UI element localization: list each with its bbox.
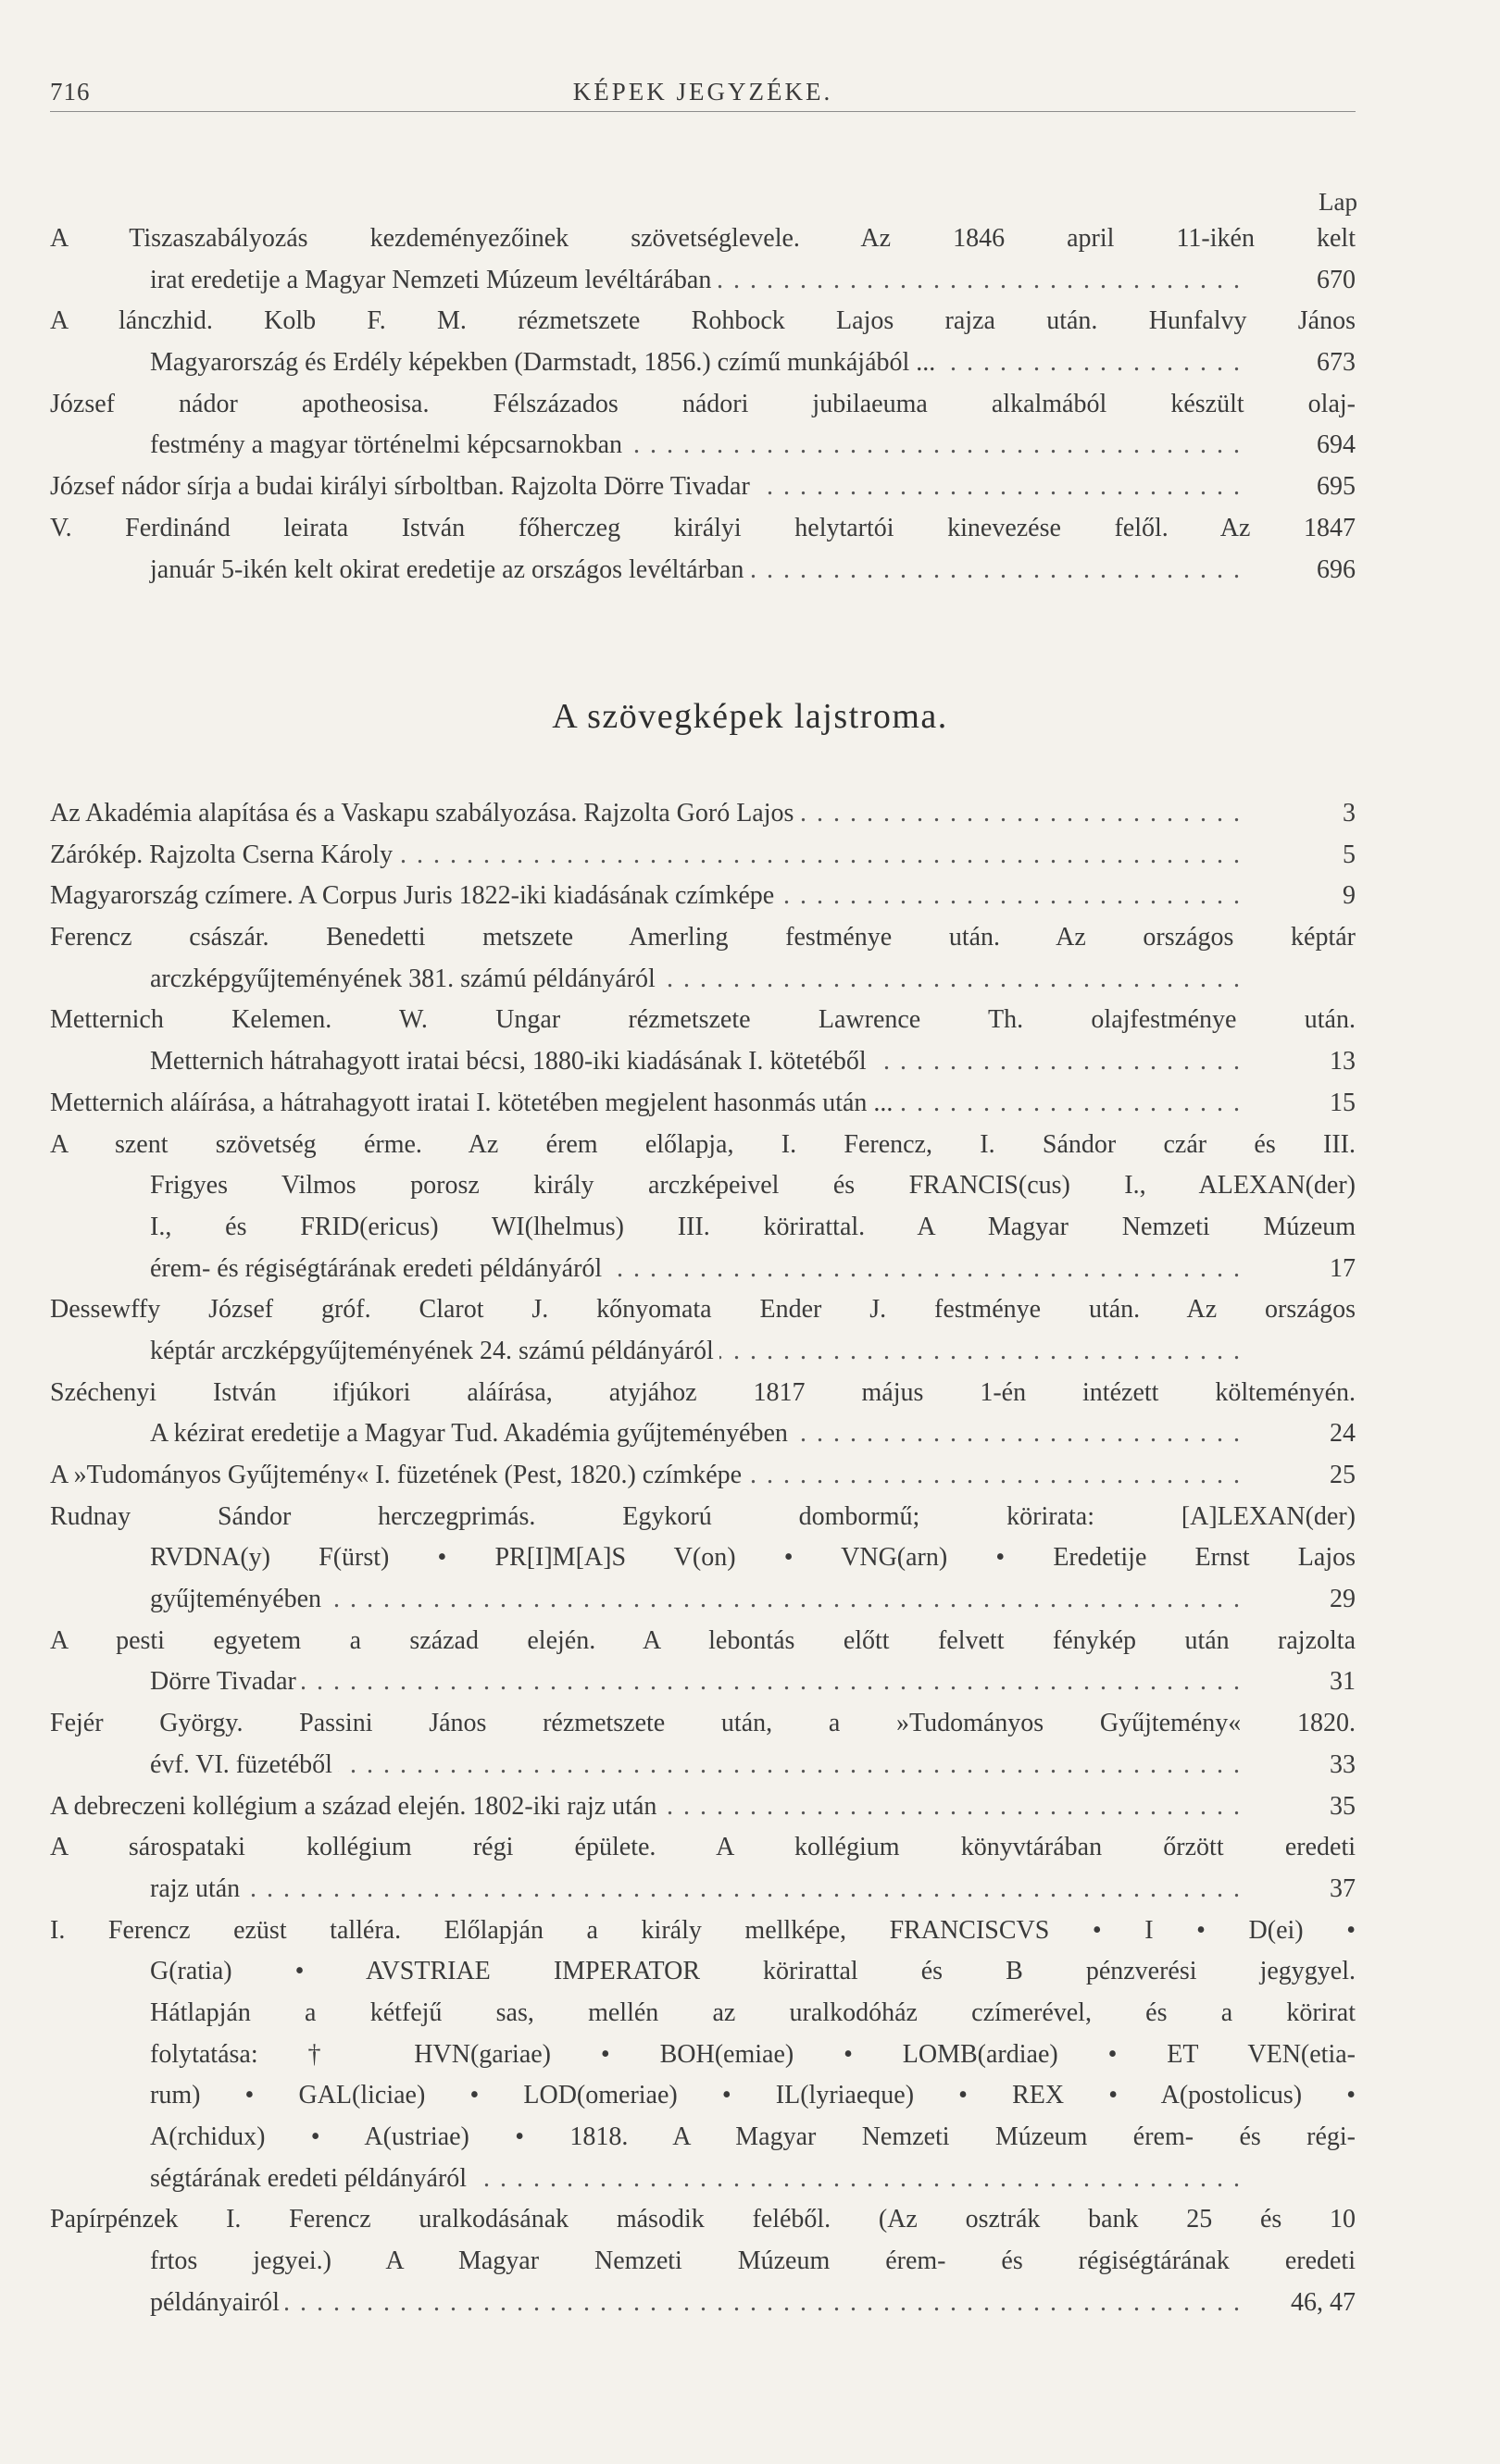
entry-line: [50, 550, 1356, 591]
entry-page-number: 9: [1343, 881, 1356, 911]
entry-page-number: 25: [1330, 1461, 1356, 1489]
entry-line: [50, 384, 1356, 426]
entry-text: Papírpénzek I. Ferencz uralkodásának második feléből. (Az osztrák bank 25 és 10: [50, 2205, 1356, 2234]
entry-text: G(ratia) • AVSTRIAE IMPERATOR körirattal és B pénzverési jegygyel.: [150, 1957, 1356, 1986]
entry-text: A pesti egyetem a század elején. A lebontás előtt felvett fénykép után rajzolta: [50, 1625, 1356, 1655]
list-entry: [50, 1703, 1356, 1786]
list-entry: [50, 1786, 1356, 1828]
entry-text: Metternich hátrahagyott iratai bécsi, 1880-iki kiadásának I. kötetéből: [150, 1047, 872, 1076]
entry-line: [50, 2283, 1356, 2324]
entry-text: festmény a magyar történelmi képcsarnokban: [150, 430, 628, 459]
entry-page-number: 3: [1343, 799, 1356, 828]
entry-line: [50, 342, 1356, 384]
list-entry: [50, 218, 1356, 301]
entry-text: V. Ferdinánd leirata István főherczeg királyi helytartói kinevezése felől. Az 1847: [50, 513, 1356, 542]
entry-line: [50, 1951, 1356, 1993]
entry-text: A lánczhid. Kolb F. M. rézmetszete Rohbock Lajos rajza után. Hunfalvy János: [50, 306, 1356, 336]
page-column-label: Lap: [1319, 188, 1357, 216]
list-entry: [50, 384, 1356, 467]
entry-text: A(rchidux) • A(ustriae) • 1818. A Magyar Nemzeti Múzeum érem- és régi-: [150, 2122, 1356, 2151]
list-entry: [50, 1455, 1356, 1497]
entry-text: Dessewffy József gróf. Clarot J. kőnyomata Ender J. festménye után. Az országos: [50, 1295, 1356, 1325]
entry-line: [50, 2199, 1356, 2241]
entry-line: [50, 1331, 1356, 1373]
entry-text: Frigyes Vilmos porosz király arczképeivel és FRANCIS(cus) I., ALEXAN(der): [150, 1171, 1356, 1201]
entry-page-number: 15: [1330, 1088, 1356, 1117]
entry-page-number: 694: [1317, 430, 1356, 460]
entry-page-number: 46, 47: [1291, 2287, 1356, 2317]
entry-line: [50, 1661, 1356, 1703]
entry-text: RVDNA(y) F(ürst) • PR[I]M[A]S V(on) • VNG(arn) • Eredetije Ernst Lajos: [150, 1543, 1356, 1573]
entry-line: [50, 2035, 1356, 2076]
entry-text: A Tiszaszabályozás kezdeményezőinek szövetséglevele. Az 1846 april 11-ikén kelt: [50, 224, 1356, 253]
entry-text: A sárospataki kollégium régi épülete. A kollégium könyvtárában őrzött eredeti: [50, 1833, 1356, 1862]
entry-text: képtár arczképgyűjteményének 24. számú példányáról: [150, 1337, 719, 1365]
entry-text: példányairól: [150, 2288, 285, 2317]
entry-line: [50, 1413, 1356, 1455]
list-entry: [50, 835, 1356, 877]
list-entry: [50, 1125, 1356, 1290]
entry-page-number: 33: [1330, 1749, 1356, 1779]
entry-text: Hátlapján a kétfejű sas, mellén az uralkodóház czímerével, és a körirat: [150, 1997, 1356, 2027]
entry-line: [50, 1455, 1356, 1497]
entry-page-number: 673: [1317, 348, 1356, 378]
entry-line: [50, 1289, 1356, 1331]
entry-line: [50, 2241, 1356, 2283]
image-list-top: [50, 218, 1356, 591]
list-entry: [50, 793, 1356, 835]
entry-text: A »Tudományos Gyűjtemény« I. füzetének (Pest, 1820.) czímképe: [50, 1461, 747, 1489]
entry-text: A debreczeni kollégium a század elején. 1802-iki rajz után: [50, 1792, 662, 1821]
entry-line: [50, 1165, 1356, 1207]
entry-text: rum) • GAL(liciae) • LOD(omeriae) • IL(lyriaeque) • REX • A(postolicus) •: [150, 2081, 1356, 2110]
section-title: A szövegképek lajstroma.: [552, 697, 948, 736]
entry-line: [50, 1537, 1356, 1579]
entry-line: [50, 1869, 1356, 1910]
entry-text: I., és FRID(ericus) WI(lhelmus) III. körirattal. A Magyar Nemzeti Múzeum: [150, 1212, 1356, 1241]
entry-text: Magyarország czímere. A Corpus Juris 1822-iki kiadásának czímképe: [50, 881, 780, 910]
entry-page-number: 37: [1330, 1873, 1356, 1903]
list-entry: [50, 301, 1356, 383]
entry-line: [50, 1703, 1356, 1745]
list-entry: [50, 508, 1356, 591]
entry-text: Az Akadémia alapítása és a Vaskapu szabályozása. Rajzolta Goró Lajos: [50, 799, 799, 828]
entry-line: [50, 1786, 1356, 1828]
entry-line: [50, 1579, 1356, 1621]
list-entry: [50, 1497, 1356, 1621]
entry-line: [50, 1827, 1356, 1869]
entry-line: [50, 1373, 1356, 1414]
entry-page-number: 670: [1317, 265, 1356, 294]
entry-text: arczképgyűjteményének 381. számú példányáról: [150, 964, 661, 993]
page-number: 716: [50, 78, 91, 106]
entry-page-number: 29: [1330, 1585, 1356, 1614]
entry-text: I. Ferencz ezüst tallérа. Előlapján a király mellképe, FRANCISCVS • I • D(ei) •: [50, 1915, 1356, 1945]
entry-text: évf. VI. füzetéből: [150, 1750, 338, 1779]
list-entry: [50, 467, 1356, 508]
entry-page-number: 24: [1330, 1419, 1356, 1449]
entry-text: Rudnay Sándor herczegprimás. Egykorú dombormű; körirata: [A]LEXAN(der): [50, 1501, 1356, 1531]
entry-text: A kézirat eredetije a Magyar Tud. Akadémia gyűjteményében: [150, 1419, 794, 1448]
entry-line: [50, 1083, 1356, 1125]
entry-text: gyűjteményében: [150, 1585, 327, 1613]
entry-text: József nádor apotheosisa. Félszázados nádori jubilaeuma alkalmából készült olaj-: [50, 389, 1356, 418]
entry-line: [50, 1993, 1356, 2035]
entry-line: [50, 1497, 1356, 1538]
entry-line: [50, 508, 1356, 550]
list-entry: [50, 2199, 1356, 2323]
list-entry: [50, 1289, 1356, 1372]
entry-line: [50, 260, 1356, 302]
entry-text: irat eredetije a Magyar Nemzeti Múzeum levéltárában: [150, 266, 717, 294]
running-title: KÉPEK JEGYZÉKE.: [572, 78, 833, 106]
list-entry: [50, 876, 1356, 917]
entry-text: ségtárának eredeti példányáról: [150, 2164, 472, 2193]
entry-page-number: 35: [1330, 1791, 1356, 1821]
entry-line: [50, 1125, 1356, 1166]
list-entry: [50, 1083, 1356, 1125]
entry-text: folytatása: † HVN(gariae) • BOH(emiae) • LOMB(ardiae) • ET VEN(etia-: [150, 2039, 1356, 2069]
entry-page-number: 13: [1330, 1047, 1356, 1076]
entry-text: Magyarország és Erdély képekben (Darmstadt, 1856.) czímű munkájából ...: [150, 348, 941, 377]
entry-text: Zárókép. Rajzolta Cserna Károly: [50, 840, 398, 869]
entry-text: frtos jegyei.) A Magyar Nemzeti Múzeum érem- és régiségtárának eredeti: [150, 2246, 1356, 2276]
entry-line: [50, 1745, 1356, 1786]
image-list-text-figures: [50, 793, 1356, 2323]
entry-line: [50, 1000, 1356, 1041]
entry-page-number: 696: [1317, 554, 1356, 584]
entry-line: [50, 876, 1356, 917]
entry-line: [50, 2117, 1356, 2159]
entry-line: [50, 301, 1356, 342]
list-entry: [50, 1827, 1356, 1910]
entry-line: [50, 1041, 1356, 1083]
list-entry: [50, 917, 1356, 1000]
entry-line: [50, 425, 1356, 467]
entry-line: [50, 917, 1356, 959]
entry-page-number: 17: [1330, 1253, 1356, 1283]
list-entry: [50, 1910, 1356, 2200]
entry-line: [50, 1249, 1356, 1290]
entry-text: Dörre Tivadar: [150, 1667, 302, 1696]
entry-line: [50, 1621, 1356, 1662]
list-entry: [50, 1621, 1356, 1703]
entry-line: [50, 1910, 1356, 1952]
entry-line: [50, 218, 1356, 260]
entry-text: érem- és régiségtárának eredeti példányáról: [150, 1254, 607, 1283]
entry-line: [50, 835, 1356, 877]
list-entry: [50, 1000, 1356, 1082]
entry-page-number: 695: [1317, 472, 1356, 502]
entry-text: A szent szövetség érme. Az érem előlapja, I. Ferencz, I. Sándor czár és III.: [50, 1129, 1356, 1159]
entry-line: [50, 2075, 1356, 2117]
entry-text: január 5-ikén kelt okirat eredetije az országos levéltárban: [150, 555, 749, 584]
entry-text: Széchenyi István ifjúkori aláírása, atyjához 1817 május 1-én intézett költeményén.: [50, 1377, 1356, 1407]
list-entry: [50, 1373, 1356, 1455]
entry-text: József nádor sírja a budai királyi sírboltban. Rajzolta Dörre Tivadar: [50, 472, 756, 501]
page-header: [50, 74, 1356, 112]
entry-page-number: 5: [1343, 840, 1356, 869]
entry-text: Fejér György. Passini János rézmetszete után, a »Tudományos Gyűjtemény« 1820.: [50, 1709, 1356, 1738]
entry-line: [50, 1207, 1356, 1249]
entry-line: [50, 793, 1356, 835]
entry-text: Ferencz császár. Benedetti metszete Amerling festménye után. Az országos képtár: [50, 923, 1356, 952]
entry-line: [50, 959, 1356, 1001]
entry-page-number: 31: [1330, 1667, 1356, 1697]
entry-line: [50, 467, 1356, 508]
entry-line: [50, 2159, 1356, 2200]
entry-text: rajz után: [150, 1874, 245, 1903]
entry-text: Metternich Kelemen. W. Ungar rézmetszete Lawrence Th. olajfestménye után.: [50, 1005, 1356, 1035]
entry-text: Metternich aláírása, a hátrahagyott iratai I. kötetében megjelent hasonmás után ...: [50, 1089, 898, 1117]
